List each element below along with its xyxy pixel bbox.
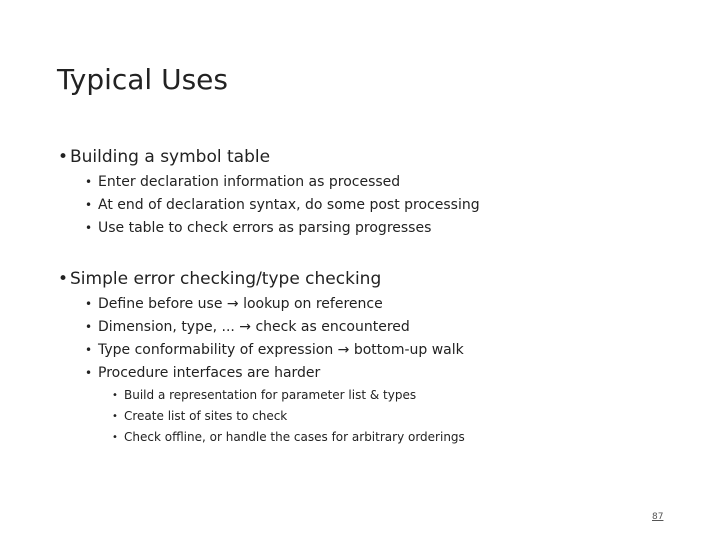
bullet-level2 [58, 339, 465, 362]
bullet-text: Define before use → lookup on reference [98, 296, 383, 312]
bullet-level2 [58, 362, 465, 385]
bullet-level2 [58, 194, 480, 217]
bullet-level3 [58, 385, 465, 406]
bullet-glyph: • [85, 198, 93, 212]
bullet-glyph: • [85, 366, 93, 380]
bullet-level1 [58, 146, 480, 168]
bullet-glyph: • [85, 343, 93, 357]
bullet-level3 [58, 406, 465, 427]
bullet-glyph: • [112, 411, 118, 422]
bullet-level3 [58, 427, 465, 448]
bullet-text: Create list of sites to check [124, 409, 288, 423]
bullet-text: Check offline, or handle the cases for arbitrary orderings [124, 430, 465, 444]
bullet-level2 [58, 293, 465, 316]
bullet-glyph: • [85, 221, 93, 235]
bullet-text: Build a representation for parameter list & types [124, 388, 417, 402]
bullet-level2 [58, 316, 465, 339]
section-symbol-table [58, 146, 480, 240]
section-error-checking [58, 268, 465, 448]
slide-title: Typical Uses [57, 63, 228, 96]
bullet-text: At end of declaration syntax, do some post processing [98, 197, 480, 213]
bullet-glyph: • [85, 297, 93, 311]
page-number: 87 [652, 512, 664, 522]
bullet-glyph: • [58, 269, 69, 289]
bullet-glyph: • [85, 175, 93, 189]
bullet-level2 [58, 217, 480, 240]
bullet-level2 [58, 171, 480, 194]
bullet-text: Type conformability of expression → bottom-up walk [98, 342, 464, 358]
bullet-glyph: • [112, 432, 118, 443]
bullet-level1 [58, 268, 465, 290]
bullet-text: Simple error checking/type checking [70, 269, 382, 289]
bullet-text: Use table to check errors as parsing progresses [98, 220, 432, 236]
bullet-text: Procedure interfaces are harder [98, 365, 321, 381]
bullet-text: Dimension, type, ... → check as encountered [98, 319, 410, 335]
bullet-text: Enter declaration information as processed [98, 174, 401, 190]
bullet-glyph: • [85, 320, 93, 334]
bullet-glyph: • [112, 390, 118, 401]
bullet-text: Building a symbol table [70, 147, 271, 167]
bullet-glyph: • [58, 147, 69, 167]
